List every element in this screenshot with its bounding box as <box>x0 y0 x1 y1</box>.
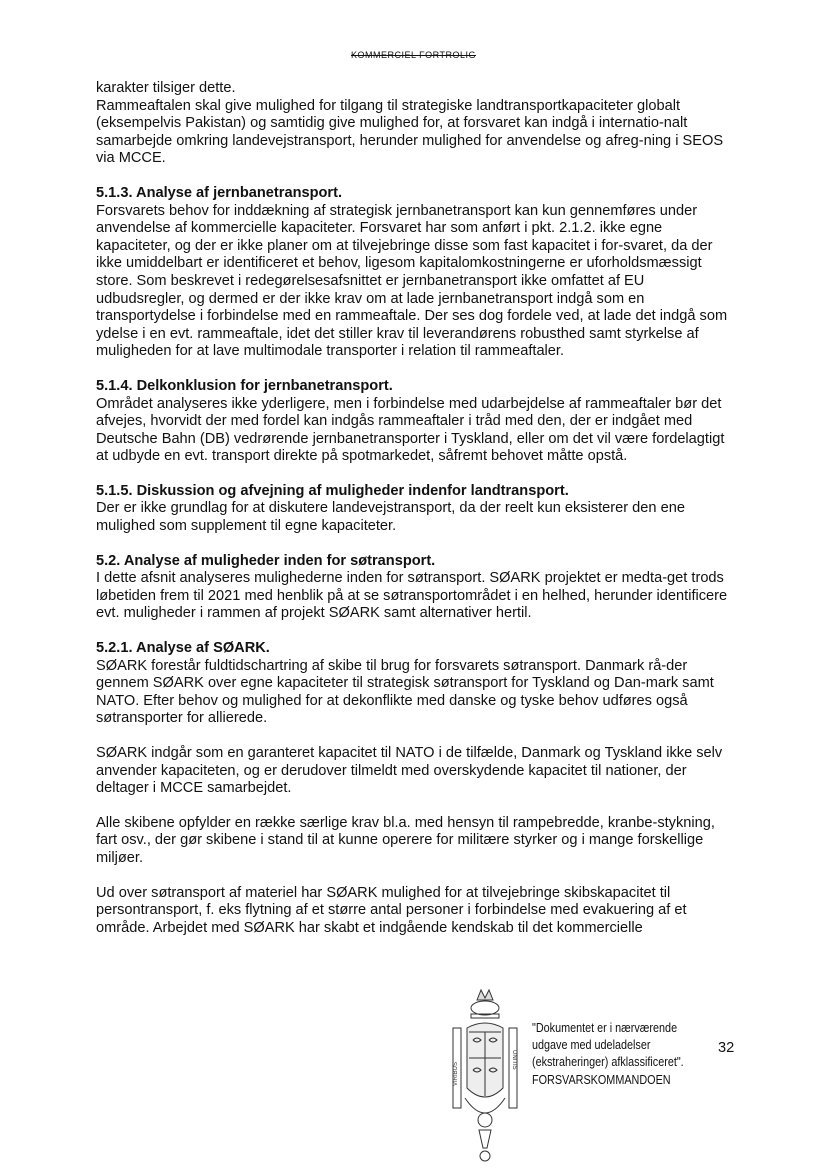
document-body <box>96 80 736 937</box>
classification-header <box>0 50 827 60</box>
section-heading: 5.2.1. Analyse af SØARK. <box>96 640 270 657</box>
stamp-line: FORSVARSKOMMANDOEN <box>532 1071 671 1087</box>
section-5-2-1 <box>96 640 736 937</box>
section-heading: 5.1.5. Diskussion og afvejning af muligheder indenfor landtransport. <box>96 482 569 499</box>
section-paragraph: Der er ikke grundlag for at diskutere landevejstransport, da der reelt kun eksisterer den ene mulighed som supplement til egne kapaciteter. <box>96 500 685 535</box>
section-heading: 5.1.3. Analyse af jernbanetransport. <box>96 184 343 201</box>
crest-motto-left: VIRIBUS <box>453 1061 459 1086</box>
section-paragraph: Området analyseres ikke yderligere, men i forbindelse med udarbejdelse af rammeaftaler bør det afvejes, hvorvidt der med fordel kan indgås rammeaftaler i tråd med den, der er indgået med Deutsche Bahn (DB) vedrørende jernbanetransporter i Tyskland, eller om det vil være fordelagtigt at udbyde en evt. transport direkte på spotmarkedet, såfremt behovet måtte opstå. <box>96 395 725 465</box>
section-5-1-5 <box>96 483 736 536</box>
section-paragraph: Forsvarets behov for inddækning af strategisk jernbanetransport kan kun gennemføres under anvendelse af kommercielle kapaciteter. Forsvaret har som anført i pkt. 2.1.2. ikke egne kapaciteter, og der er ikke planer om at tilvejebringe disse som fast kapacitet i for-svaret, da der ikke umiddelbart er identificeret et behov, ligesom kapitalomkostningerne er uforholdsmæssigt store. Som beskrevet i redegørelsesafsnittet er jernbanetransport ikke omfattet af EU udbudsregler, og dermed er der ikke krav om at lade jernbanetransport indgå som en transportydelse i forbindelse med en rammeaftale. Der ses dog fordele ved, at lade det indgå som ydelse i en evt. rammeaftale, idet det stiller krav til leverandørens robusthed samt styrkelse af muligheden for at lave multimodale transporter i relation til rammeaftaler. <box>96 202 728 360</box>
classification-label: KOMMERCIEL FORTROLIG <box>350 50 476 60</box>
section-paragraph: SØARK indgår som en garanteret kapacitet til NATO i de tilfælde, Danmark og Tyskland ikke selv anvender kapaciteten, og er derudover tilmeldt med overskydende kapacitet til nationer, der deltager i MCCE samarbejdet. <box>96 745 723 797</box>
section-paragraph: I dette afsnit analyseres mulighederne inden for søtransport. SØARK projektet er medta-get trods løbetiden frem til 2021 med henblik på at se søtransportområdet i en helhed, herunder identificere evt. muligheder i rammen af projekt SØARK samt alternativer hertil. <box>96 570 728 622</box>
section-paragraph: SØARK forestår fuldtidschartring af skibe til brug for forsvarets søtransport. Danmark rå-der gennem SØARK over egne kapaciteter til strategisk søtransport for Tyskland og Dan-mark samt NATO. Efter behov og mulighed for at dekonflikte med danske og tyske behov udføres også søtransporter for allierede. <box>96 657 714 727</box>
section-heading: 5.2. Analyse af muligheder inden for søtransport. <box>96 552 436 569</box>
declassification-stamp <box>532 1019 688 1088</box>
stamp-line: "Dokumentet er i nærværende <box>532 1020 678 1035</box>
stamp-line: udgave med udeladelser <box>532 1037 651 1053</box>
page-number: 32 <box>718 1040 735 1056</box>
section-heading: 5.1.4. Delkonklusion for jernbanetransport. <box>96 377 393 394</box>
section-5-1-3 <box>96 185 736 361</box>
royal-crest-icon <box>447 988 523 1166</box>
crest-motto-right: UNITIS <box>511 1050 517 1070</box>
section-paragraph: Alle skibene opfylder en række særlige krav bl.a. med hensyn til rampebredde, kranbe-stykning, fart osv., der gør skibene i stand til at kunne operere for militære styrker og i mange forskellige miljøer. <box>96 814 715 866</box>
section-5-1-4 <box>96 378 736 466</box>
intro-paragraph-2: Rammeaftalen skal give mulighed for tilgang til strategiske landtransportkapaciteter globalt (eksempelvis Pakistan) og samtidig give mulighed for, at forsvaret kan indgå i internatio-nalt samarbejde omkring landevejstransport, herunder mulighed for anvendelse og afreg-ning i SEOS via MCCE. <box>96 97 724 167</box>
stamp-line: (ekstraheringer) afklassificeret". <box>532 1054 684 1070</box>
section-paragraph: Ud over søtransport af materiel har SØARK mulighed for at tilvejebringe skibskapacitet til persontransport, f. eks flytning af et større antal personer i forbindelse med evakuering af et område. Arbejdet med SØARK har skabt et indgående kendskab til det kommercielle <box>96 884 687 936</box>
section-5-2 <box>96 553 736 623</box>
intro-paragraph-1: karakter tilsiger dette. <box>96 80 236 96</box>
